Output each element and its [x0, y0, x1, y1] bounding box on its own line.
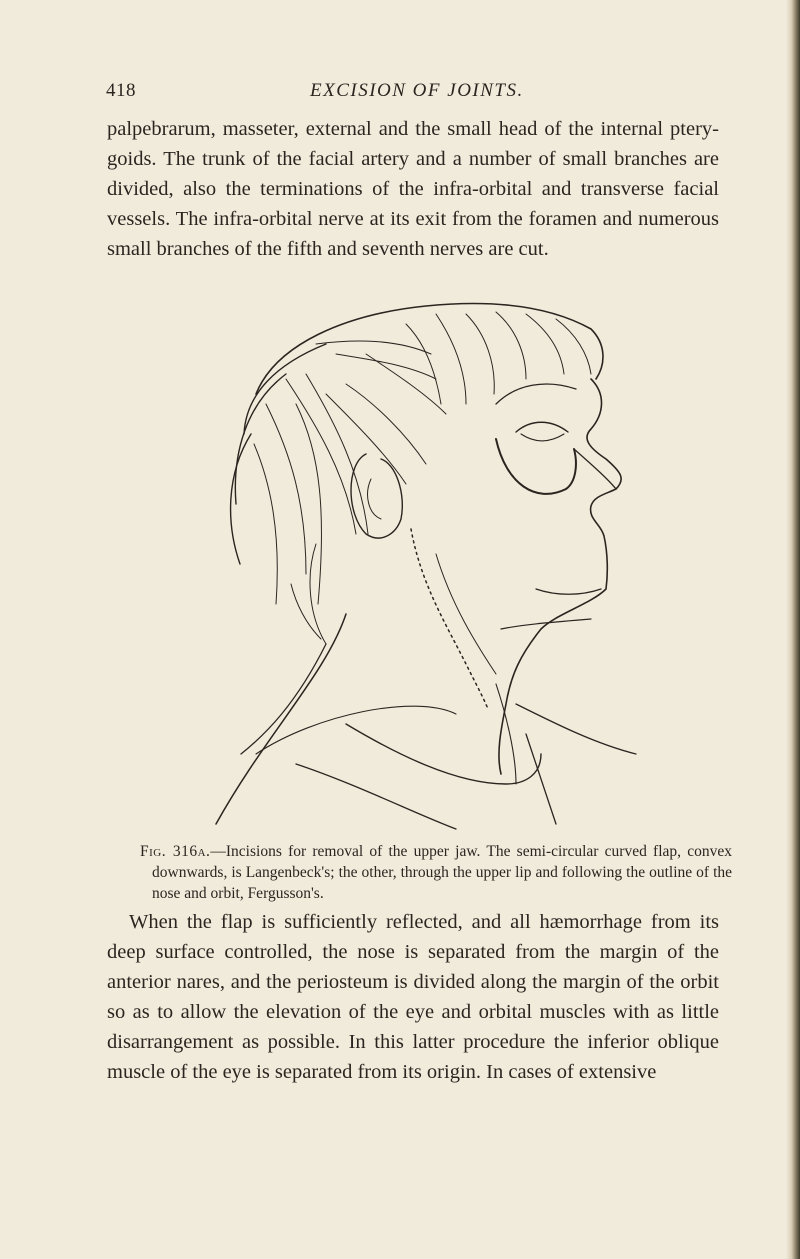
page-edge — [786, 0, 800, 1259]
nose — [574, 449, 616, 489]
head-profile-drawing — [196, 284, 644, 836]
figure-caption — [140, 841, 732, 904]
mouth — [536, 589, 601, 594]
fergusson-incision — [496, 439, 576, 494]
page-number: 418 — [106, 80, 136, 101]
hair-outline — [256, 304, 603, 394]
figure-caption-text: —Incisions for removal of the upper jaw. The semi-circular curved flap, convex downwards, is Langenbeck's; the other, through the upper lip and following the outline of the nose and orbit, Fergusson's. — [152, 843, 732, 902]
figure-illustration — [196, 284, 644, 836]
page-header — [106, 80, 716, 112]
face-profile — [499, 379, 621, 774]
brow — [496, 384, 576, 404]
back-of-neck — [216, 614, 346, 824]
figure-label: Fig. 316a. — [140, 843, 211, 860]
paragraph-2: When the flap is sufficiently reflected, and all hæmorrhage from its deep surface controlled, the nose is separated from the margin of the anterior nares, and the periosteum is divided along the margin of the orbit so as to allow the elevation of the eye and orbital muscles with as little disarrangement as possible. In this latter procedure the inferior oblique muscle of the eye is separated from its origin. In cases of extensive — [107, 911, 719, 1083]
ear-outline — [351, 454, 402, 538]
eye-outline — [516, 422, 568, 432]
paragraph-1: palpebrarum, masseter, external and the small head of the internal ptery-goids. The trunk of the facial artery and a number of small branches are divided, also the terminations of the infra-orbital and transverse facial vessels. The infra-orbital nerve at its exit from the foramen and numerous small branches of the fifth and seventh nerves are cut. — [107, 118, 719, 260]
running-head: EXCISION OF JOINTS. — [310, 80, 524, 101]
langenbeck-flap — [411, 529, 488, 709]
